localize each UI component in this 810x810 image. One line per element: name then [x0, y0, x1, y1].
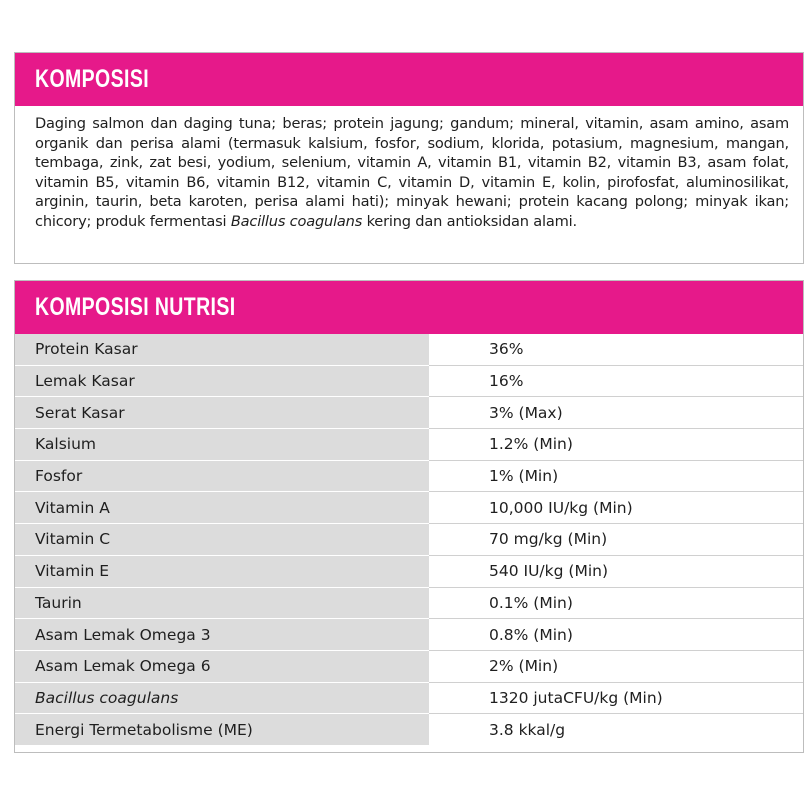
- nutrition-table: [15, 334, 803, 746]
- nutrient-name: Energi Termetabolisme (ME): [15, 714, 429, 746]
- nutrient-value: 70 mg/kg (Min): [429, 524, 803, 556]
- nutrient-value: 1320 jutaCFU/kg (Min): [429, 682, 803, 714]
- nutrition-header: [15, 281, 803, 334]
- table-row: [15, 429, 803, 461]
- nutrient-value: 10,000 IU/kg (Min): [429, 492, 803, 524]
- nutrient-value: 1% (Min): [429, 460, 803, 492]
- composition-text-main: Daging salmon dan daging tuna; beras; protein jagung; gandum; mineral, vitamin, asam amino, asam organik dan perisa alami (termasuk kalsium, fosfor, sodium, klorida, potasium, magnesium, mangan, tembaga, zink, zat besi, yodium, selenium, vitamin A, vitamin B1, vitamin B2, vitamin B3, asam folat, vitamin B5, vitamin B6, vitamin B12, vitamin C, vitamin D, vitamin E, kolin, pirofosfat, aluminosilikat, arginin, taurin, beta karoten, perisa alami hati); minyak hewani; protein kacang polong; minyak ikan; chicory; produk fermentasi: [35, 115, 789, 230]
- nutrient-name: Kalsium: [15, 429, 429, 461]
- composition-text-italic: Bacillus coagulans: [230, 212, 363, 230]
- table-row: [15, 397, 803, 429]
- composition-section: [14, 52, 804, 264]
- nutrient-value: 3.8 kkal/g: [429, 714, 803, 746]
- nutrition-title: KOMPOSISI NUTRISI: [35, 293, 236, 321]
- nutrition-section: [14, 280, 804, 753]
- table-row: [15, 650, 803, 682]
- composition-text-end: kering dan antioksidan alami.: [362, 212, 577, 230]
- nutrient-value: 1.2% (Min): [429, 429, 803, 461]
- nutrient-name: Taurin: [15, 587, 429, 619]
- table-row: [15, 619, 803, 651]
- nutrient-name: Vitamin E: [15, 555, 429, 587]
- table-row: [15, 524, 803, 556]
- table-row: [15, 460, 803, 492]
- nutrient-value: 36%: [429, 334, 803, 365]
- table-row: [15, 587, 803, 619]
- table-row: [15, 492, 803, 524]
- table-row: [15, 714, 803, 746]
- nutrient-name: Vitamin C: [15, 524, 429, 556]
- table-row: [15, 334, 803, 365]
- table-row: [15, 555, 803, 587]
- nutrient-name: Asam Lemak Omega 3: [15, 619, 429, 651]
- table-row: [15, 365, 803, 397]
- nutrient-value: 540 IU/kg (Min): [429, 555, 803, 587]
- nutrient-name: Asam Lemak Omega 6: [15, 650, 429, 682]
- composition-text: [15, 106, 803, 232]
- nutrient-name: Bacillus coagulans: [15, 682, 429, 714]
- nutrient-name: Serat Kasar: [15, 397, 429, 429]
- nutrient-name: Vitamin A: [15, 492, 429, 524]
- nutrient-value: 0.1% (Min): [429, 587, 803, 619]
- nutrient-name: Lemak Kasar: [15, 365, 429, 397]
- nutrient-name: Fosfor: [15, 460, 429, 492]
- nutrient-name: Protein Kasar: [15, 334, 429, 365]
- composition-title: KOMPOSISI: [35, 65, 150, 93]
- nutrient-value: 0.8% (Min): [429, 619, 803, 651]
- nutrient-value: 2% (Min): [429, 650, 803, 682]
- nutrient-value: 16%: [429, 365, 803, 397]
- composition-header: [15, 53, 803, 106]
- table-row: [15, 682, 803, 714]
- nutrient-value: 3% (Max): [429, 397, 803, 429]
